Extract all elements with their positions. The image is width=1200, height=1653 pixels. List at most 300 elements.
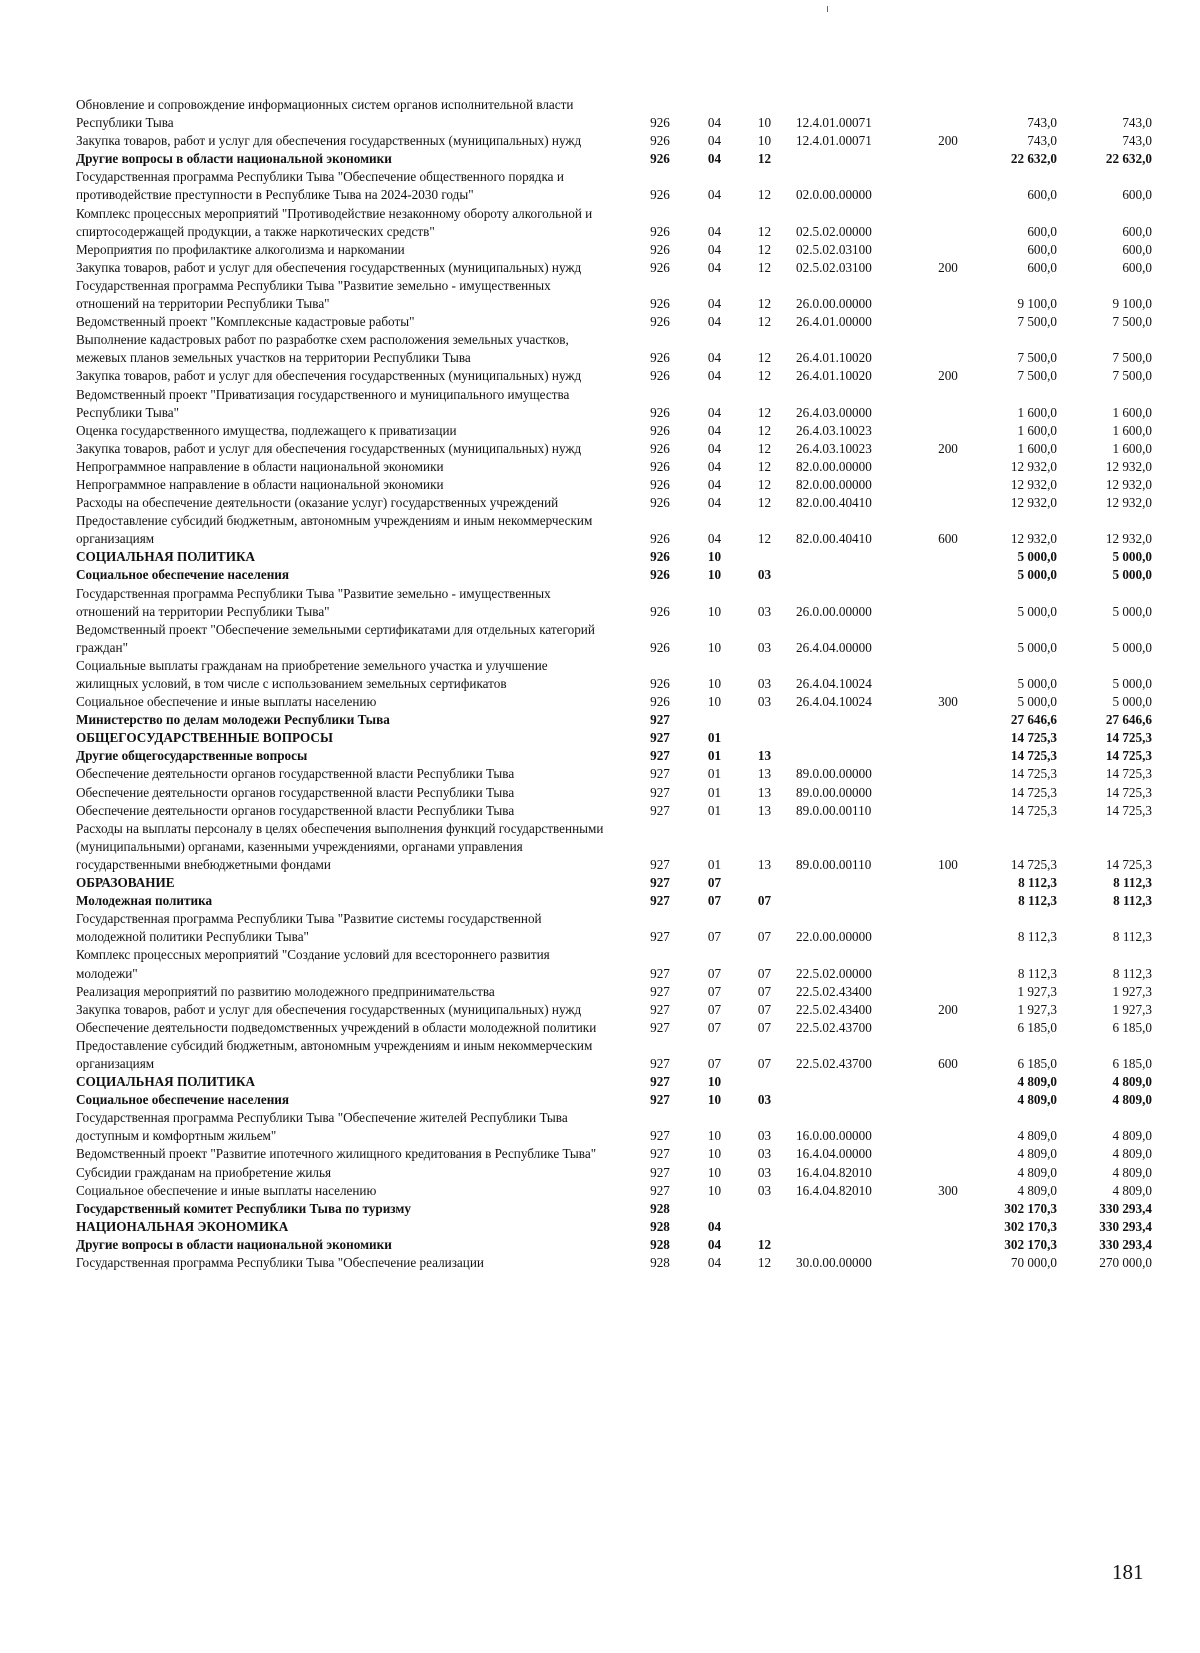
row-name: Расходы на выплаты персоналу в целях обеспечения выполнения функций государственными (муниципальными) органами, казенными учреждениями, органами управления государственными внебюджетными фондами — [76, 820, 604, 872]
target-item-code: 02.5.02.03100 — [796, 259, 872, 275]
amount-year-2: 1 600,0 — [1112, 404, 1152, 420]
expense-type-code — [926, 422, 970, 440]
target-item-code: 16.0.00.00000 — [796, 1128, 872, 1144]
row-name: Обновление и сопровождение информационных систем органов исполнительной власти Республики Тыва — [76, 97, 574, 131]
table-row — [76, 621, 1160, 657]
target-item-code: 22.0.00.00000 — [796, 929, 872, 945]
row-name: Расходы на обеспечение деятельности (оказание услуг) государственных учреждений — [76, 495, 559, 511]
admin-code: 927 — [650, 1182, 670, 1198]
admin-code: 927 — [650, 1164, 670, 1180]
admin-code: 926 — [650, 458, 670, 474]
table-row — [76, 1109, 1160, 1145]
target-item-code: 89.0.00.00110 — [796, 802, 872, 818]
amount-year-2: 22 632,0 — [1105, 151, 1152, 167]
amount-year-2: 12 932,0 — [1105, 531, 1152, 547]
expense-type-code: 200 — [938, 133, 958, 149]
subsection-code: 12 — [757, 151, 772, 167]
subsection-code — [737, 548, 792, 566]
expense-type-code: 200 — [938, 1001, 958, 1017]
expense-type-code — [926, 747, 970, 765]
expense-type-code — [926, 494, 970, 512]
table-row — [76, 1218, 1160, 1236]
row-name: Обеспечение деятельности органов государственной власти Республики Тыва — [76, 766, 515, 782]
table-row — [76, 386, 1160, 422]
subsection-code: 12 — [757, 458, 772, 474]
section-code: 04 — [707, 476, 722, 492]
table-row — [76, 657, 1160, 693]
admin-code: 926 — [650, 694, 670, 710]
amount-year-2: 5 000,0 — [1112, 603, 1152, 619]
row-name: НАЦИОНАЛЬНАЯ ЭКОНОМИКА — [76, 1218, 289, 1234]
table-row — [76, 313, 1160, 331]
table-row — [76, 585, 1160, 621]
amount-year-1: 4 809,0 — [1017, 1182, 1057, 1198]
amount-year-2: 7 500,0 — [1112, 350, 1152, 366]
table-row — [76, 892, 1160, 910]
subsection-code — [737, 1218, 792, 1236]
table-row — [76, 1200, 1160, 1218]
page-number: 181 — [1112, 1560, 1144, 1584]
amount-year-1: 600,0 — [1027, 187, 1057, 203]
section-code: 01 — [707, 784, 722, 800]
admin-code: 926 — [650, 350, 670, 366]
amount-year-2: 7 500,0 — [1112, 314, 1152, 330]
target-item-code: 22.5.02.43400 — [796, 983, 872, 999]
section-code: 01 — [707, 766, 722, 782]
amount-year-1: 7 500,0 — [1017, 314, 1057, 330]
table-row — [76, 910, 1160, 946]
section-code: 04 — [707, 223, 722, 239]
expense-type-code: 200 — [938, 368, 958, 384]
section-code — [692, 711, 737, 729]
amount-year-2: 270 000,0 — [1099, 1255, 1152, 1270]
amount-year-2: 5 000,0 — [1112, 694, 1152, 710]
target-item-code: 26.4.01.00000 — [796, 314, 872, 330]
amount-year-1: 302 170,3 — [1004, 1218, 1057, 1234]
subsection-code: 03 — [757, 1146, 772, 1162]
target-item-code: 16.4.04.00000 — [796, 1146, 872, 1162]
admin-code: 926 — [650, 151, 670, 167]
expense-type-code — [926, 241, 970, 259]
admin-code: 928 — [650, 1218, 670, 1234]
amount-year-2: 743,0 — [1122, 115, 1152, 131]
amount-year-2: 1 927,3 — [1112, 983, 1152, 999]
row-name: Другие вопросы в области национальной экономики — [76, 151, 392, 167]
row-name: Государственная программа Республики Тыва "Обеспечение общественного порядка и противодействие преступности в Республике Тыва на 2024-2030 годы" — [76, 169, 564, 203]
expense-type-code — [926, 1091, 970, 1109]
subsection-code: 12 — [757, 223, 772, 239]
target-item-code: 16.4.04.82010 — [796, 1164, 872, 1180]
target-item-code: 12.4.01.00071 — [796, 133, 872, 149]
subsection-code: 12 — [757, 531, 772, 547]
row-name: Ведомственный проект "Обеспечение земельными сертификатами для отдельных категорий граждан" — [76, 621, 595, 655]
row-name: Другие вопросы в области национальной экономики — [76, 1236, 392, 1252]
amount-year-2: 600,0 — [1122, 259, 1152, 275]
subsection-code: 07 — [757, 1019, 772, 1035]
admin-code: 927 — [650, 875, 670, 891]
expense-type-code — [926, 621, 970, 657]
subsection-code: 12 — [757, 422, 772, 438]
table-row — [76, 1236, 1160, 1254]
amount-year-2: 14 725,3 — [1105, 766, 1152, 782]
admin-code: 928 — [650, 1236, 670, 1252]
expense-type-code — [926, 784, 970, 802]
amount-year-1: 600,0 — [1027, 259, 1057, 275]
amount-year-2: 330 293,4 — [1099, 1218, 1152, 1234]
amount-year-2: 4 809,0 — [1112, 1164, 1152, 1180]
row-name: Непрограммное направление в области национальной экономики — [76, 458, 444, 474]
section-code: 04 — [707, 404, 722, 420]
expense-type-code — [926, 566, 970, 584]
table-row — [76, 1145, 1160, 1163]
amount-year-1: 8 112,3 — [1018, 875, 1057, 891]
row-name: Предоставление субсидий бюджетным, автономным учреждениям и иным некоммерческим организациям — [76, 1037, 593, 1071]
table-row — [76, 1164, 1160, 1182]
admin-code: 927 — [650, 983, 670, 999]
section-code: 10 — [707, 1092, 722, 1108]
admin-code: 927 — [650, 712, 670, 728]
expense-type-code: 600 — [938, 1055, 958, 1071]
admin-code: 926 — [650, 133, 670, 149]
expense-type-code: 200 — [938, 259, 958, 275]
amount-year-2: 6 185,0 — [1112, 1019, 1152, 1035]
section-code: 10 — [707, 1182, 722, 1198]
admin-code: 926 — [650, 531, 670, 547]
row-name: Обеспечение деятельности подведомственных учреждений в области молодежной политики — [76, 1019, 597, 1035]
admin-code: 927 — [650, 1001, 670, 1017]
row-name: Ведомственный проект "Комплексные кадастровые работы" — [76, 314, 415, 330]
target-item-code: 26.4.04.00000 — [796, 639, 872, 655]
amount-year-2: 14 725,3 — [1105, 802, 1152, 818]
amount-year-2: 6 185,0 — [1112, 1055, 1152, 1071]
target-item-code — [792, 1091, 926, 1109]
expense-type-code: 300 — [938, 694, 958, 710]
subsection-code: 12 — [757, 1255, 772, 1270]
section-code: 10 — [707, 639, 722, 655]
section-code: 01 — [707, 802, 722, 818]
admin-code: 927 — [650, 965, 670, 981]
row-name: Государственная программа Республики Тыва "Развитие земельно - имущественных отношений на территории Республики Тыва" — [76, 585, 551, 619]
table-row — [76, 802, 1160, 820]
amount-year-2: 4 809,0 — [1112, 1074, 1152, 1090]
target-item-code: 26.4.04.10024 — [796, 676, 872, 691]
expense-type-code — [926, 729, 970, 747]
row-name: Предоставление субсидий бюджетным, автономным учреждениям и иным некоммерческим организациям — [76, 513, 593, 547]
target-item-code — [792, 729, 926, 747]
row-name: Государственная программа Республики Тыва "Обеспечение жителей Республики Тыва доступным и комфортным жильем" — [76, 1110, 568, 1144]
row-name: Государственная программа Республики Тыва "Развитие системы государственной молодежной политики Республики Тыва" — [76, 911, 542, 945]
amount-year-2: 14 725,3 — [1105, 748, 1152, 764]
subsection-code: 13 — [757, 856, 772, 872]
subsection-code: 03 — [757, 639, 772, 655]
section-code: 04 — [707, 440, 722, 456]
subsection-code: 12 — [757, 350, 772, 366]
admin-code: 927 — [650, 802, 670, 818]
subsection-code — [737, 1200, 792, 1218]
amount-year-1: 743,0 — [1027, 133, 1057, 149]
target-item-code: 22.5.02.43400 — [796, 1001, 872, 1017]
table-row — [76, 983, 1160, 1001]
table-row — [76, 205, 1160, 241]
table-row — [76, 1019, 1160, 1037]
expense-type-code — [926, 711, 970, 729]
target-item-code: 26.4.03.10023 — [796, 422, 872, 438]
target-item-code: 26.4.03.10023 — [796, 440, 872, 456]
admin-code: 927 — [650, 1146, 670, 1162]
subsection-code: 12 — [757, 241, 772, 257]
admin-code: 926 — [650, 440, 670, 456]
amount-year-2: 600,0 — [1122, 241, 1152, 257]
subsection-code: 07 — [757, 965, 772, 981]
subsection-code: 10 — [757, 115, 772, 131]
admin-code: 926 — [650, 223, 670, 239]
amount-year-2: 12 932,0 — [1105, 458, 1152, 474]
admin-code: 927 — [650, 929, 670, 945]
admin-code: 927 — [650, 1128, 670, 1144]
table-row — [76, 693, 1160, 711]
subsection-code: 03 — [757, 1092, 772, 1108]
amount-year-1: 302 170,3 — [1004, 1236, 1057, 1252]
row-name: ОБЩЕГОСУДАРСТВЕННЫЕ ВОПРОСЫ — [76, 730, 333, 746]
subsection-code: 12 — [757, 476, 772, 492]
amount-year-1: 14 725,3 — [1010, 784, 1057, 800]
admin-code: 926 — [650, 115, 670, 131]
row-name: Социальное обеспечение и иные выплаты населению — [76, 694, 377, 710]
amount-year-2: 743,0 — [1122, 133, 1152, 149]
row-name: Государственный комитет Республики Тыва по туризму — [76, 1200, 411, 1216]
subsection-code — [737, 1073, 792, 1091]
amount-year-1: 4 809,0 — [1017, 1146, 1057, 1162]
amount-year-2: 14 725,3 — [1105, 856, 1152, 872]
target-item-code: 22.5.02.43700 — [796, 1055, 872, 1071]
subsection-code: 03 — [757, 603, 772, 619]
section-code: 10 — [707, 1128, 722, 1144]
amount-year-1: 743,0 — [1027, 115, 1057, 131]
table-row — [76, 765, 1160, 783]
target-item-code: 89.0.00.00000 — [796, 766, 872, 782]
amount-year-1: 8 112,3 — [1017, 965, 1057, 981]
amount-year-2: 330 293,4 — [1099, 1236, 1152, 1252]
section-code: 10 — [707, 567, 722, 583]
row-name: Субсидии гражданам на приобретение жилья — [76, 1164, 332, 1180]
row-name: Государственная программа Республики Тыва "Обеспечение реализации — [76, 1255, 484, 1270]
amount-year-1: 14 725,3 — [1010, 730, 1057, 746]
subsection-code: 03 — [757, 1128, 772, 1144]
table-row — [76, 494, 1160, 512]
expense-type-code — [926, 1145, 970, 1163]
table-row — [76, 1091, 1160, 1109]
amount-year-1: 12 932,0 — [1010, 476, 1057, 492]
expense-type-code — [926, 765, 970, 783]
admin-code: 926 — [650, 404, 670, 420]
subsection-code: 03 — [757, 694, 772, 710]
amount-year-2: 1 600,0 — [1112, 422, 1152, 438]
admin-code: 927 — [650, 730, 670, 746]
section-code: 07 — [707, 893, 722, 909]
expense-type-code — [926, 983, 970, 1001]
row-name: Закупка товаров, работ и услуг для обеспечения государственных (муниципальных) нужд — [76, 440, 582, 456]
row-name: Обеспечение деятельности органов государственной власти Республики Тыва — [76, 802, 515, 818]
amount-year-2: 5 000,0 — [1112, 567, 1152, 583]
table-row — [76, 132, 1160, 150]
subsection-code: 03 — [757, 1164, 772, 1180]
section-code: 01 — [707, 730, 722, 746]
table-row — [76, 1037, 1160, 1073]
section-code: 04 — [707, 1236, 722, 1252]
section-code: 04 — [707, 350, 722, 366]
target-item-code — [792, 1073, 926, 1091]
table-row — [76, 874, 1160, 892]
admin-code: 927 — [650, 893, 670, 909]
admin-code: 927 — [650, 1074, 670, 1090]
amount-year-2: 4 809,0 — [1112, 1182, 1152, 1198]
subsection-code: 12 — [757, 259, 772, 275]
subsection-code — [737, 729, 792, 747]
amount-year-1: 5 000,0 — [1017, 549, 1057, 565]
subsection-code: 12 — [757, 314, 772, 330]
row-name: Ведомственный проект "Развитие ипотечного жилищного кредитования в Республике Тыва" — [76, 1146, 597, 1162]
subsection-code: 12 — [757, 404, 772, 420]
row-name: СОЦИАЛЬНАЯ ПОЛИТИКА — [76, 549, 256, 565]
target-item-code: 16.4.04.82010 — [796, 1182, 872, 1198]
admin-code: 927 — [650, 784, 670, 800]
amount-year-1: 14 725,3 — [1010, 856, 1057, 872]
expense-type-code: 300 — [938, 1182, 958, 1198]
section-code — [692, 1200, 737, 1218]
section-code: 07 — [707, 1019, 722, 1035]
target-item-code: 26.4.01.10020 — [796, 350, 872, 366]
section-code: 07 — [707, 1001, 722, 1017]
row-name: Оценка государственного имущества, подлежащего к приватизации — [76, 422, 457, 438]
row-name: Социальное обеспечение населения — [76, 1092, 290, 1108]
amount-year-2: 600,0 — [1122, 187, 1152, 203]
section-code: 04 — [707, 241, 722, 257]
amount-year-1: 5 000,0 — [1017, 603, 1057, 619]
amount-year-1: 14 725,3 — [1010, 766, 1057, 782]
amount-year-1: 5 000,0 — [1017, 639, 1057, 655]
subsection-code: 07 — [757, 893, 772, 909]
amount-year-1: 7 500,0 — [1017, 368, 1057, 384]
amount-year-1: 1 600,0 — [1017, 440, 1057, 456]
amount-year-1: 6 185,0 — [1017, 1019, 1057, 1035]
amount-year-2: 8 112,3 — [1113, 893, 1152, 909]
table-row — [76, 440, 1160, 458]
row-name: Другие общегосударственные вопросы — [76, 748, 308, 764]
amount-year-2: 1 927,3 — [1112, 1001, 1152, 1017]
amount-year-2: 4 809,0 — [1112, 1128, 1152, 1144]
section-code: 04 — [707, 1218, 722, 1234]
amount-year-1: 600,0 — [1027, 241, 1057, 257]
expense-type-code: 100 — [938, 856, 958, 872]
table-row — [76, 729, 1160, 747]
amount-year-1: 12 932,0 — [1010, 495, 1057, 511]
row-name: Закупка товаров, работ и услуг для обеспечения государственных (муниципальных) нужд — [76, 133, 582, 149]
row-name: СОЦИАЛЬНАЯ ПОЛИТИКА — [76, 1074, 256, 1090]
amount-year-2: 4 809,0 — [1112, 1092, 1152, 1108]
amount-year-1: 4 809,0 — [1017, 1074, 1057, 1090]
subsection-code: 13 — [757, 802, 772, 818]
target-item-code: 30.0.00.00000 — [796, 1255, 872, 1270]
table-row — [76, 1073, 1160, 1091]
row-name: Ведомственный проект "Приватизация государственного и муниципального имущества Республики Тыва" — [76, 386, 570, 420]
amount-year-1: 70 000,0 — [1010, 1255, 1057, 1270]
section-code: 10 — [707, 1164, 722, 1180]
amount-year-1: 8 112,3 — [1018, 893, 1057, 909]
section-code: 04 — [707, 133, 722, 149]
target-item-code — [792, 711, 926, 729]
expense-type-code — [926, 96, 970, 132]
expense-type-code — [926, 1218, 970, 1236]
subsection-code: 07 — [757, 1001, 772, 1017]
admin-code: 926 — [650, 241, 670, 257]
section-code: 01 — [707, 856, 722, 872]
expense-type-code: 600 — [938, 531, 958, 547]
subsection-code: 03 — [757, 676, 772, 691]
section-code: 01 — [707, 748, 722, 764]
amount-year-2: 4 809,0 — [1112, 1146, 1152, 1162]
table-row — [76, 1182, 1160, 1200]
subsection-code: 07 — [757, 1055, 772, 1071]
target-item-code: 22.5.02.43700 — [796, 1019, 872, 1035]
expense-type-code — [926, 874, 970, 892]
section-code: 04 — [707, 259, 722, 275]
target-item-code: 26.0.00.00000 — [796, 296, 872, 312]
row-name: Министерство по делам молодежи Республики Тыва — [76, 712, 390, 728]
section-code: 07 — [707, 875, 722, 891]
admin-code: 926 — [650, 567, 670, 583]
target-item-code: 82.0.00.00000 — [796, 458, 872, 474]
admin-code: 926 — [650, 259, 670, 275]
table-row — [76, 331, 1160, 367]
section-code: 07 — [707, 983, 722, 999]
amount-year-1: 7 500,0 — [1017, 350, 1057, 366]
amount-year-1: 6 185,0 — [1017, 1055, 1057, 1071]
subsection-code: 12 — [757, 296, 772, 312]
table-row — [76, 96, 1160, 132]
amount-year-1: 27 646,6 — [1010, 712, 1057, 728]
target-item-code — [792, 1218, 926, 1236]
section-code: 04 — [707, 531, 722, 547]
amount-year-1: 4 809,0 — [1017, 1164, 1057, 1180]
table-row — [76, 367, 1160, 385]
admin-code: 927 — [650, 1019, 670, 1035]
admin-code: 927 — [650, 1055, 670, 1071]
row-name: Социальное обеспечение и иные выплаты населению — [76, 1182, 377, 1198]
subsection-code — [737, 711, 792, 729]
table-row — [76, 458, 1160, 476]
table-row — [76, 476, 1160, 494]
target-item-code: 89.0.00.00000 — [796, 784, 872, 800]
amount-year-2: 9 100,0 — [1112, 296, 1152, 312]
amount-year-2: 5 000,0 — [1112, 676, 1152, 691]
row-name: ОБРАЗОВАНИЕ — [76, 875, 175, 891]
row-name: Закупка товаров, работ и услуг для обеспечения государственных (муниципальных) нужд — [76, 1001, 582, 1017]
subsection-code: 12 — [757, 1236, 772, 1252]
section-code: 10 — [707, 549, 722, 565]
section-code: 07 — [707, 965, 722, 981]
table-row — [76, 747, 1160, 765]
section-code: 10 — [707, 603, 722, 619]
subsection-code: 07 — [757, 983, 772, 999]
table-row — [76, 168, 1160, 204]
section-code: 07 — [707, 1055, 722, 1071]
expense-type-code — [926, 277, 970, 313]
expense-type-code — [926, 1236, 970, 1254]
amount-year-1: 4 809,0 — [1017, 1128, 1057, 1144]
row-name: Государственная программа Республики Тыва "Развитие земельно - имущественных отношений на территории Республики Тыва" — [76, 277, 551, 312]
amount-year-2: 8 112,3 — [1113, 875, 1152, 891]
amount-year-1: 1 600,0 — [1017, 422, 1057, 438]
